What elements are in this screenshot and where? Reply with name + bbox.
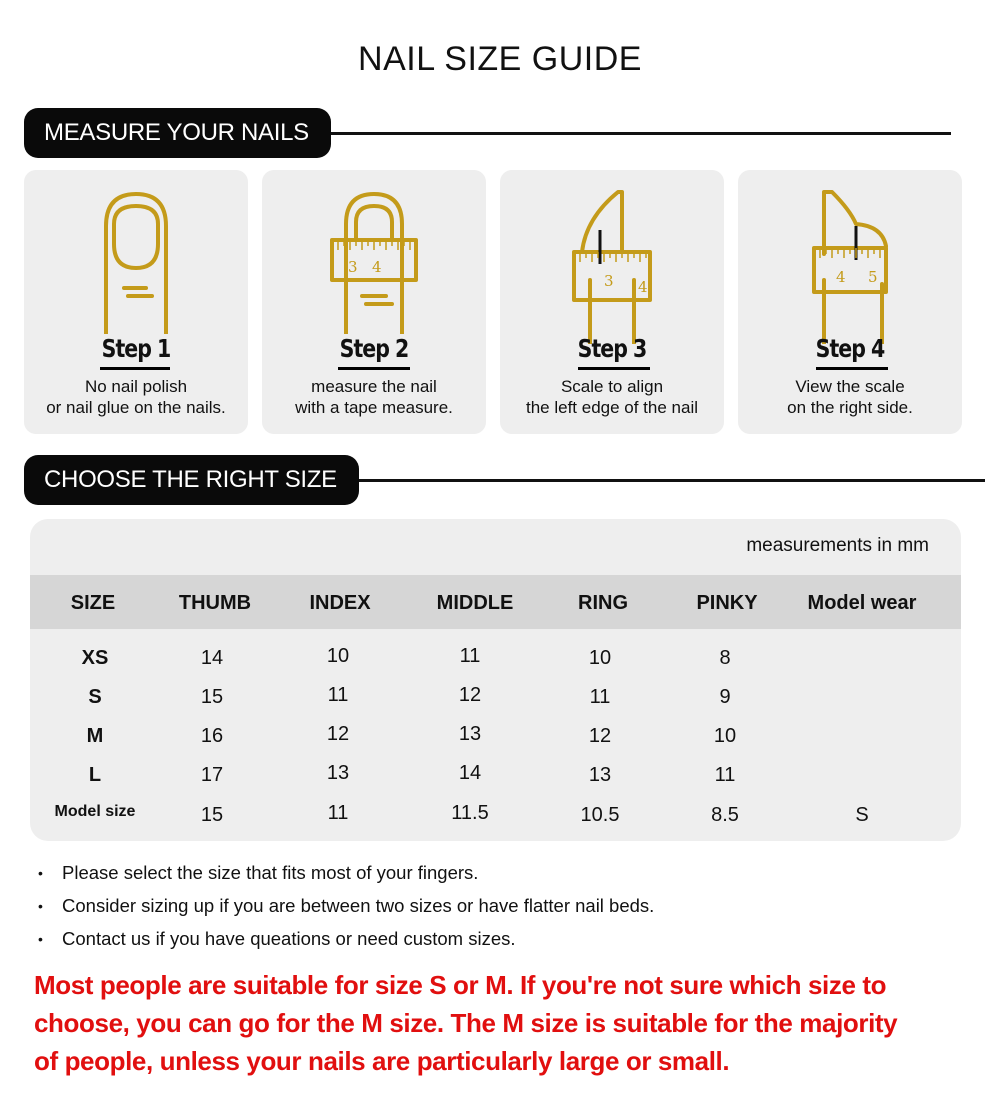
table-cell: 12: [458, 684, 482, 706]
section-label-size: CHOOSE THE RIGHT SIZE: [24, 455, 359, 505]
step-card-2: [262, 170, 486, 434]
step-title-underline: [338, 367, 410, 370]
table-cell: 14: [200, 647, 224, 669]
table-cell: 8.5: [711, 804, 739, 826]
column-header-index: INDEX: [309, 592, 371, 614]
table-cell: 11.5: [451, 802, 489, 824]
table-cell: 13: [588, 764, 612, 786]
step-description-line: Scale to align: [560, 377, 664, 396]
bullet-icon: •: [38, 897, 43, 914]
section-divider: [331, 132, 951, 135]
scale-number: 4: [638, 278, 648, 296]
step-description: [738, 376, 962, 418]
size-cell: M: [86, 725, 104, 747]
table-cell: 9: [719, 686, 731, 708]
step-description-line: with a tape measure.: [295, 398, 453, 417]
column-header-middle: MIDDLE: [436, 592, 514, 614]
step-description: [500, 376, 724, 418]
table-cell: 12: [326, 723, 350, 745]
column-header-ring: RING: [578, 592, 628, 614]
step-title: Step 4: [815, 334, 885, 363]
table-cell: 11: [327, 684, 349, 706]
side-nail-scale-right-icon: [790, 184, 910, 344]
bullet-icon: •: [38, 930, 43, 947]
list-item: [38, 922, 654, 955]
tape-measure-nail-icon: [314, 184, 434, 334]
step-title: Step 2: [339, 334, 409, 363]
size-table: [30, 519, 961, 841]
step-title: Step 3: [577, 334, 647, 363]
step-title-underline: [816, 367, 888, 370]
table-cell: 10.5: [580, 804, 620, 826]
bullet-icon: •: [38, 864, 43, 881]
step-description-line: or nail glue on the nails.: [46, 398, 226, 417]
scale-number: 5: [868, 268, 878, 286]
column-header-thumb: THUMB: [178, 592, 252, 614]
size-cell: Model size: [54, 803, 136, 820]
step-description: [24, 376, 248, 418]
size-cell: L: [88, 764, 102, 786]
table-cell: 13: [458, 723, 482, 745]
table-cell: 11: [714, 764, 736, 786]
nail-bare-icon: [76, 184, 196, 334]
step-card-1: [24, 170, 248, 434]
step-card-4: [738, 170, 962, 434]
recommendation-line: Most people are suitable for size S or M. If you're not sure which size to: [34, 970, 887, 1000]
column-header-size: SIZE: [70, 592, 116, 614]
table-cell: S: [855, 804, 869, 826]
step-title: Step 1: [101, 334, 171, 363]
step-description-line: measure the nail: [311, 377, 437, 396]
table-cell: 17: [200, 764, 224, 786]
table-cell: 11: [327, 802, 349, 824]
size-cell: XS: [81, 647, 109, 669]
note-text: Please select the size that fits most of your fingers.: [62, 861, 479, 883]
size-cell: S: [88, 686, 102, 708]
measure-steps: [24, 170, 962, 434]
table-cell: 10: [588, 647, 612, 669]
column-header-model-wear: Model wear: [807, 592, 917, 614]
step-description-line: No nail polish: [84, 377, 188, 396]
table-cell: 11: [589, 686, 611, 708]
scale-number: 3: [348, 258, 358, 276]
table-cell: 15: [200, 686, 224, 708]
page-title: NAIL SIZE GUIDE: [358, 40, 642, 78]
recommendation-line: of people, unless your nails are particularly large or small.: [34, 1046, 730, 1076]
scale-number: 3: [604, 272, 614, 290]
table-cell: 16: [200, 725, 224, 747]
table-cell: 11: [459, 645, 481, 667]
scale-number: 4: [836, 268, 846, 286]
step-description-line: on the right side.: [787, 398, 913, 417]
note-text: Consider sizing up if you are between two sizes or have flatter nail beds.: [62, 894, 655, 916]
section-divider: [359, 479, 985, 482]
recommendation-line: choose, you can go for the M size. The M size is suitable for the majority: [34, 1008, 898, 1038]
sizing-notes: [38, 856, 654, 955]
scale-number: 4: [372, 258, 382, 276]
list-item: [38, 856, 654, 889]
step-title-underline: [100, 367, 170, 370]
step-title-underline: [578, 367, 650, 370]
step-description: [262, 376, 486, 418]
table-cell: 8: [719, 647, 731, 669]
list-item: [38, 889, 654, 922]
section-header-measure: [24, 108, 951, 158]
step-card-3: [500, 170, 724, 434]
table-cell: 12: [588, 725, 612, 747]
table-cell: 13: [326, 762, 350, 784]
table-cell: 14: [458, 762, 482, 784]
section-header-size: [24, 455, 985, 505]
table-cell: 10: [713, 725, 737, 747]
size-recommendation: [34, 966, 979, 1080]
side-nail-scale-left-icon: [552, 184, 672, 344]
step-description-line: the left edge of the nail: [525, 398, 699, 417]
note-text: Contact us if you have queations or need custom sizes.: [62, 927, 516, 949]
table-cell: 15: [200, 804, 224, 826]
step-description-line: View the scale: [795, 377, 905, 396]
column-header-pinky: PINKY: [696, 592, 758, 614]
table-cell: 10: [326, 645, 350, 667]
units-note: measurements in mm: [746, 535, 929, 556]
section-label-measure: MEASURE YOUR NAILS: [24, 108, 331, 158]
